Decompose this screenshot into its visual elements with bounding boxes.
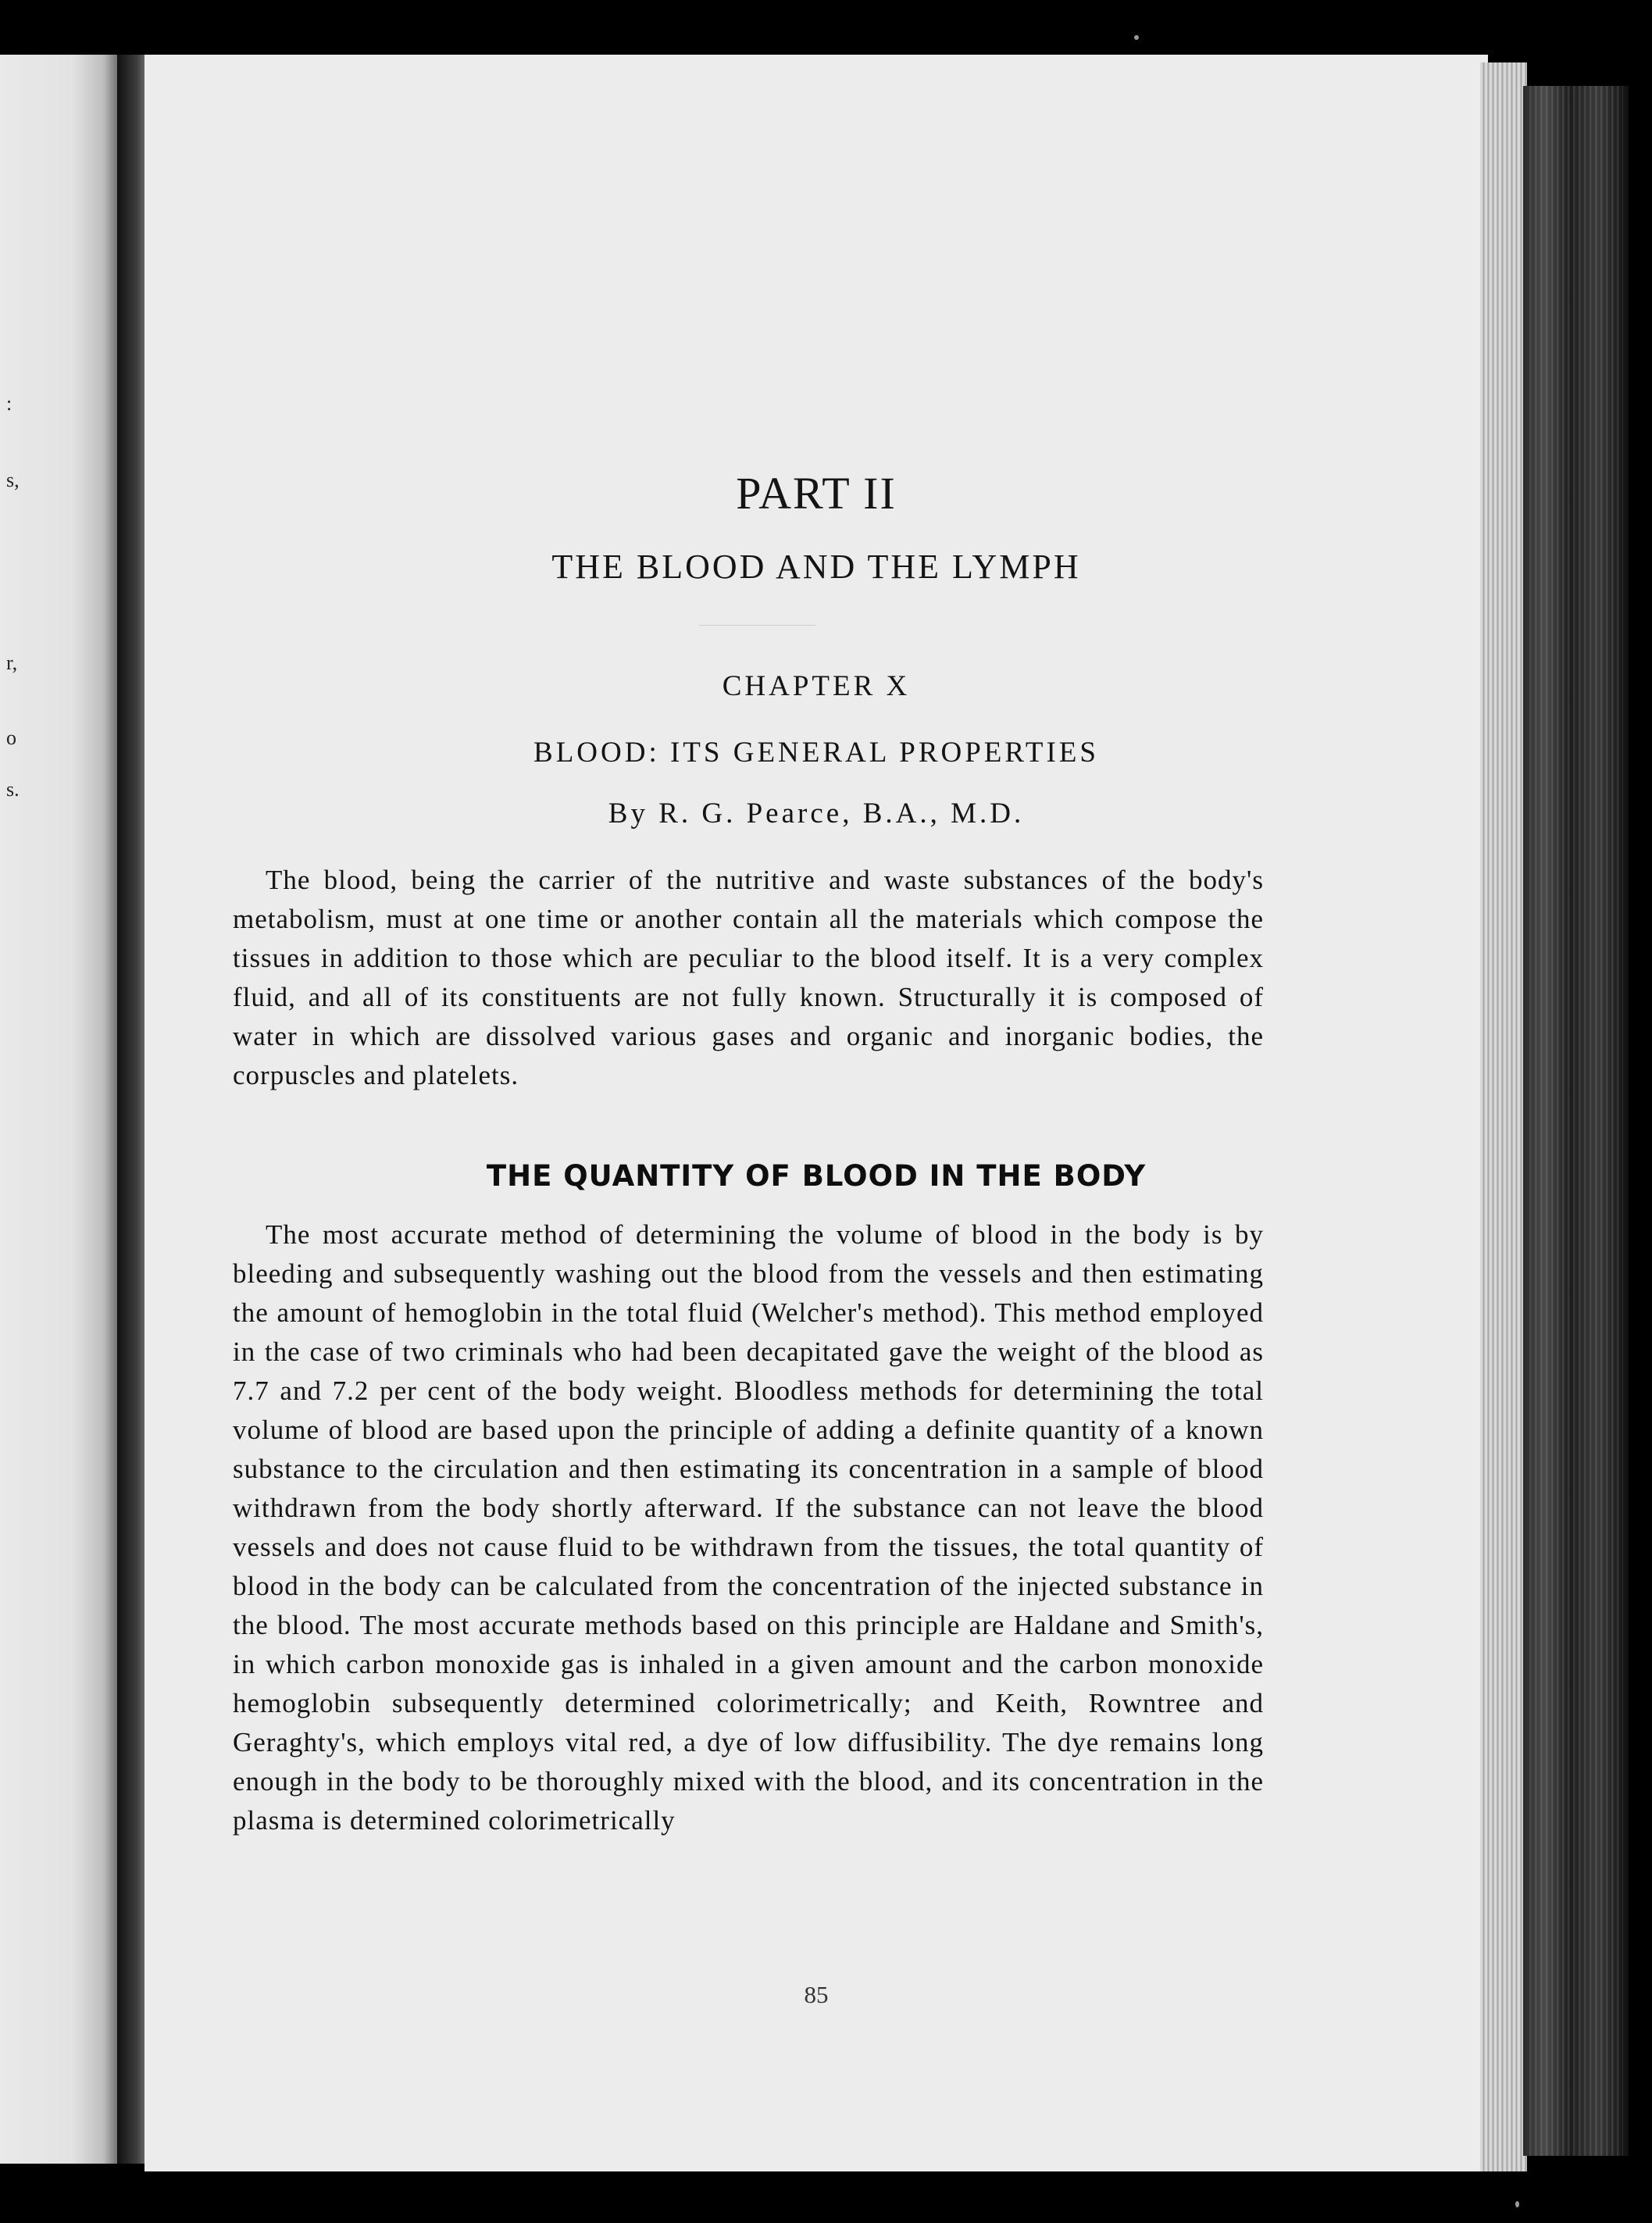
part-subtitle: THE BLOOD AND THE LYMPH (551, 548, 1081, 586)
dust-speck (1134, 35, 1139, 40)
book-page (145, 55, 1488, 2171)
page-number: 85 (804, 1981, 829, 2008)
dust-speck (1515, 2201, 1519, 2207)
section-heading: THE QUANTITY OF BLOOD IN THE BODY (486, 1159, 1147, 1193)
facing-page-margin-marks (0, 55, 23, 2164)
author-byline: By R. G. Pearce, B.A., M.D. (608, 797, 1025, 830)
margin-mark: s. (6, 778, 20, 801)
margin-mark: o (6, 726, 16, 749)
intro-paragraph: The blood, being the carrier of the nutritive and waste substances of the body's metabolism, must at one time or another contain all the materials which compose the tissues in addition to those which are peculiar to the blood itself. It is a very complex fluid, and all of its constituents are not fully known. Structurally it is composed of water in which are dissolved various gases and organic and inorganic bodies, the corpuscles and platelets. (233, 865, 1264, 1090)
margin-mark: : (6, 392, 12, 415)
section-paragraph-block (233, 1215, 1264, 1840)
section-paragraph: The most accurate method of determining the volume of blood in the body is by bleeding and subsequently washing out the blood from the vessels and then estimating the amount of hemoglobin in the total fluid (Welcher's method). This method employed in the case of two criminals who had been decapitated gave the weight of the blood as 7.7 and 7.2 per cent of the body weight. Bloodless methods for determining the total volume of blood are based upon the principle of adding a definite quantity of a known substance to the circulation and then estimating its concentration in a sample of blood withdrawn from the body shortly afterward. If the substance can not leave the blood vessels and does not cause fluid to be withdrawn from the tissues, the total quantity of blood in the body can be calculated from the concentration of the injected substance in the blood. The most accurate methods based on this principle are Haldane and Smith's, in which carbon monoxide gas is inhaled in a given amount and the carbon monoxide hemoglobin subsequently determined colorimetrically; and Keith, Rowntree and Geraghty's, which employs vital red, a dye of low diffusibility. The dye remains long enough in the body to be thoroughly mixed with the blood, and its concentration in the plasma is determined colorimetrically (233, 1219, 1264, 1836)
book-cover-texture (1529, 86, 1623, 2156)
part-title: PART II (736, 468, 897, 519)
facing-page-edge (0, 55, 133, 2164)
chapter-title: BLOOD: ITS GENERAL PROPERTIES (533, 737, 1099, 769)
margin-mark: r, (6, 651, 18, 674)
intro-paragraph-block (233, 861, 1264, 1095)
page-stack-edge (1480, 62, 1527, 2171)
margin-mark: s, (6, 469, 20, 491)
chapter-number: CHAPTER X (722, 670, 911, 702)
title-divider (699, 625, 816, 626)
